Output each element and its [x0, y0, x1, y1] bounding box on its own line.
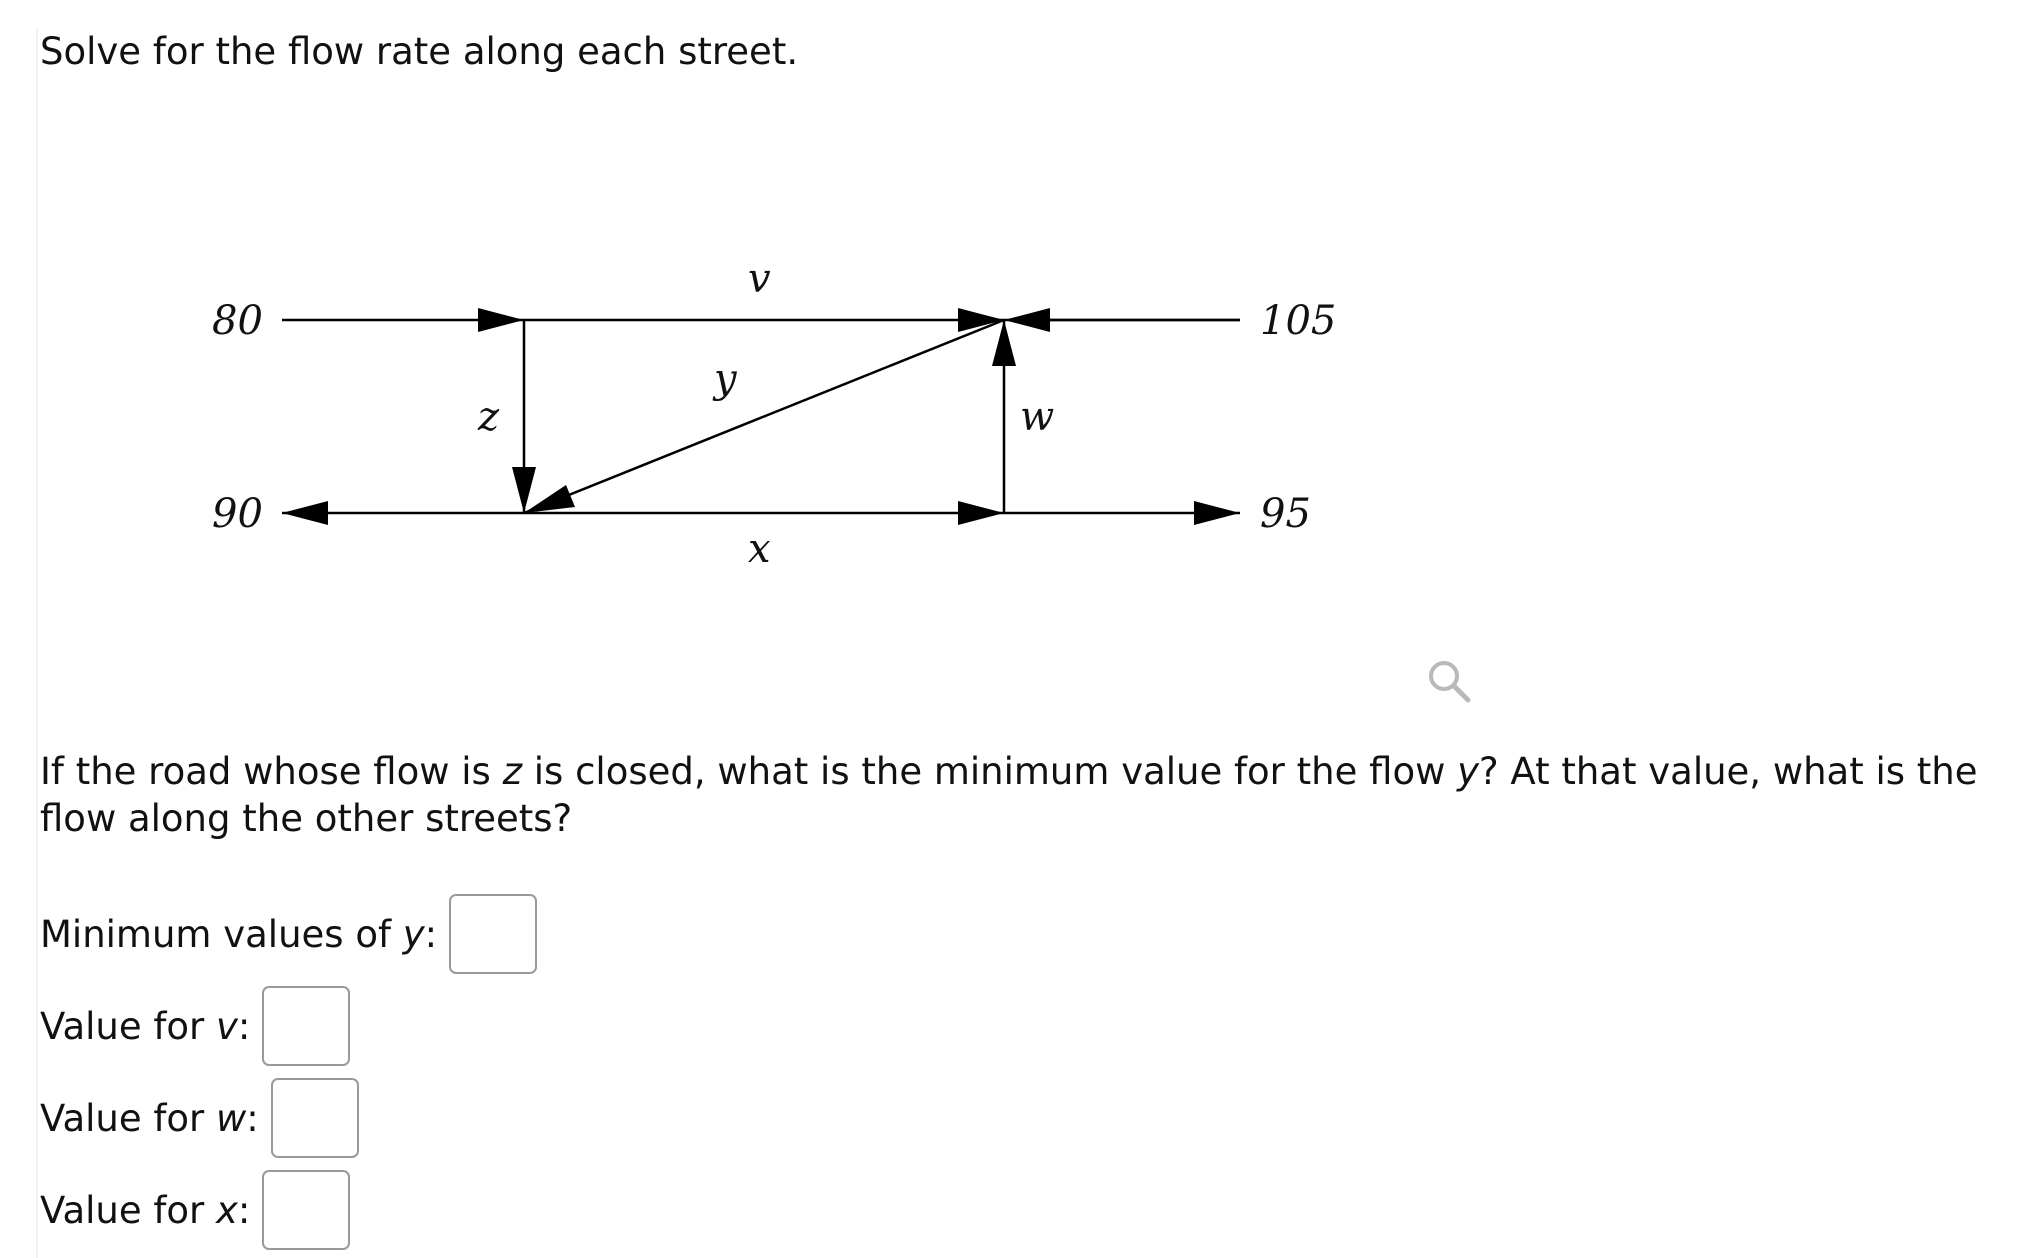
problem-prompt: Solve for the flow rate along each street.	[40, 30, 799, 73]
arrow-x	[958, 501, 1004, 525]
street-label-w: w	[1020, 394, 1055, 440]
answer-label-x: Value for x:	[40, 1188, 251, 1232]
answer-row-v	[40, 986, 350, 1066]
answer-label-v: Value for v:	[40, 1004, 251, 1048]
street-label-y: y	[714, 356, 737, 402]
w-value-input[interactable]	[271, 1078, 359, 1158]
question-var-y: y	[1457, 750, 1480, 793]
arrow-105-in	[1004, 308, 1050, 332]
v-value-input[interactable]	[262, 986, 350, 1066]
arrow-w	[992, 320, 1016, 366]
answer-row-min-y	[40, 894, 537, 974]
arrow-90-out	[282, 501, 328, 525]
arrow-z	[512, 467, 536, 513]
flow-label-105: 105	[1260, 298, 1337, 344]
answer-row-w	[40, 1078, 359, 1158]
street-label-x: x	[748, 526, 771, 572]
answer-label-min-y: Minimum values of y:	[40, 912, 438, 956]
street-label-v: v	[748, 256, 771, 302]
question-var-z: z	[502, 750, 522, 793]
arrow-y	[524, 485, 575, 513]
flow-label-95: 95	[1260, 491, 1311, 537]
arrow-80-in	[478, 308, 524, 332]
x-value-input[interactable]	[262, 1170, 350, 1250]
question-text: If the road whose flow is z is closed, what is the minimum value for the flow y? At that value, what is the flow along the other streets?	[40, 750, 1978, 840]
street-label-z: z	[478, 394, 500, 440]
arrow-95-out	[1194, 501, 1240, 525]
magnifier-icon[interactable]	[1422, 654, 1476, 708]
answer-row-x	[40, 1170, 350, 1250]
flow-label-80: 80	[212, 298, 263, 344]
answer-label-w: Value for w:	[40, 1096, 259, 1140]
min-y-input[interactable]	[449, 894, 537, 974]
flow-label-90: 90	[212, 491, 263, 537]
